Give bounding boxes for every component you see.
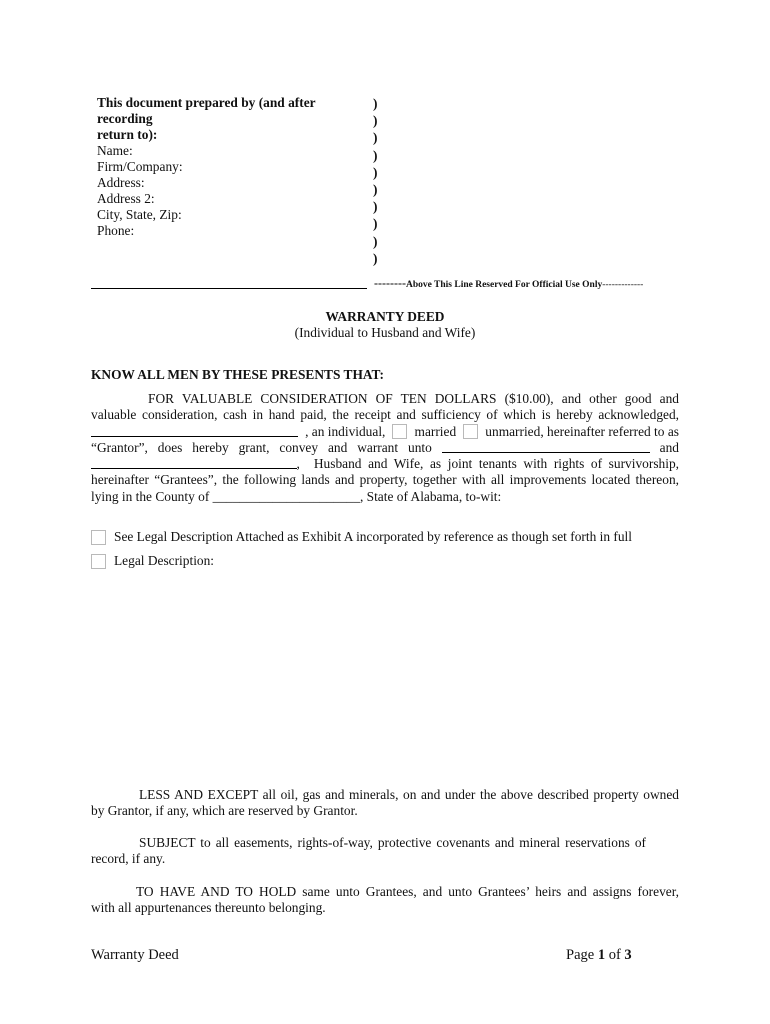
city-state-zip-label: City, State, Zip:: [97, 207, 182, 222]
body-text: ,: [296, 456, 300, 472]
document-subtitle: (Individual to Husband and Wife): [294, 325, 476, 340]
individual-text: , an individual,: [305, 423, 386, 439]
paren: ): [373, 147, 378, 163]
of-label: of: [608, 947, 621, 963]
exhibit-label: See Legal Description Attached as Exhibit A incorporated by reference as though set forth in full: [114, 529, 632, 544]
name-label: Name:: [97, 143, 133, 158]
parenthesis-column: [373, 95, 377, 267]
body-line-4: [91, 440, 679, 456]
body-line-3: [91, 424, 679, 440]
paren: ): [373, 233, 378, 249]
paragraph-line: LESS AND EXCEPT all oil, gas and minerals, on and under the above described property owned: [139, 787, 679, 802]
body-line-5: [91, 456, 679, 472]
body-text: Husband and Wife, as joint tenants with rights of survivorship,: [313, 456, 679, 472]
body-text: “Grantor”,: [91, 439, 148, 455]
phone-label: Phone:: [97, 223, 135, 238]
to-have-and-hold-paragraph: [91, 884, 679, 917]
paren: ): [373, 216, 378, 232]
body-text: does: [157, 439, 183, 455]
address-label: Address:: [97, 175, 145, 190]
grantee2-name-blank[interactable]: [91, 456, 297, 469]
body-text: and: [659, 439, 679, 455]
know-all-men-heading: KNOW ALL MEN BY THESE PRESENTS THAT:: [91, 367, 384, 382]
reserved-text: Above This Line Reserved For Official Use Only: [405, 280, 603, 290]
grantee1-name-blank[interactable]: [442, 440, 650, 453]
paren: ): [373, 250, 378, 266]
county-blank[interactable]: ______________________: [212, 488, 360, 504]
firm-label: Firm/Company:: [97, 159, 183, 174]
body-text: convey: [279, 439, 319, 455]
paragraph-line: record, if any.: [91, 851, 166, 867]
paragraph-line: with all appurtenances thereunto belonging.: [91, 900, 326, 916]
unmarried-checkbox[interactable]: [463, 424, 478, 439]
paren: ): [373, 113, 378, 129]
paren: ): [373, 164, 378, 180]
paren: ): [373, 199, 378, 215]
less-and-except-paragraph: [91, 787, 679, 820]
paren: ): [373, 130, 378, 146]
body-line-2: [91, 407, 679, 423]
body-text: hereby: [192, 439, 229, 455]
address2-label: Address 2:: [97, 191, 155, 206]
unmarried-label: unmarried, hereinafter referred to as: [485, 423, 679, 439]
reserved-dashes: --------: [374, 276, 406, 290]
grantor-name-blank[interactable]: [91, 424, 298, 437]
preparer-block: [97, 95, 365, 239]
body-text: grant,: [238, 439, 270, 455]
footer-document-name: Warranty Deed: [91, 947, 179, 963]
body-text: warrant: [357, 439, 399, 455]
paragraph-line: by Grantor, if any, which are reserved by Grantor.: [91, 803, 358, 819]
body-text: hereinafter “Grantees”, the following lands and property, together with all improvements located thereon,: [91, 472, 679, 488]
option-attached-exhibit: [91, 529, 632, 545]
paragraph-line: TO HAVE AND TO HOLD same unto Grantees, and unto Grantees’ heirs and assigns forever,: [136, 884, 679, 899]
body-text: , State of Alabama, to-wit:: [359, 488, 502, 504]
preparer-underline: [91, 288, 367, 289]
married-label: married: [414, 423, 457, 439]
preparer-heading-cont: return to):: [97, 127, 158, 142]
body-text: and: [327, 439, 348, 455]
exhibit-checkbox[interactable]: [91, 530, 106, 545]
document-title: WARRANTY DEED: [325, 309, 445, 324]
body-line-6: [91, 472, 679, 488]
body-line-7: [91, 489, 679, 505]
married-checkbox[interactable]: [392, 424, 407, 439]
paragraph-line: SUBJECT to all easements, rights-of-way, protective covenants and mineral reservations of: [139, 835, 646, 850]
body-text: unto: [408, 439, 432, 455]
page-current: 1: [597, 947, 606, 963]
body-text: FOR VALUABLE CONSIDERATION OF TEN DOLLARS ($10.00), and other good and: [148, 391, 679, 406]
body-line-1: [91, 391, 679, 407]
body-text: valuable consideration, cash in hand paid, the receipt and sufficiency of which is hereby acknowledged,: [91, 407, 679, 423]
subject-to-paragraph: [91, 835, 679, 868]
legal-description-label: Legal Description:: [114, 553, 215, 568]
legal-description-checkbox[interactable]: [91, 554, 106, 569]
paren: ): [373, 182, 378, 198]
reserved-trail: -------------: [602, 280, 644, 290]
preparer-heading: This document prepared by (and after recording: [97, 95, 316, 126]
paren: ): [373, 96, 378, 111]
page-label: Page: [566, 947, 595, 963]
page-total: 3: [624, 947, 632, 963]
reserved-line: [374, 276, 643, 291]
footer-page-number: [566, 947, 632, 964]
consideration-paragraph: [91, 391, 679, 505]
option-legal-description: [91, 553, 214, 569]
body-text: lying in the County of: [91, 488, 210, 504]
